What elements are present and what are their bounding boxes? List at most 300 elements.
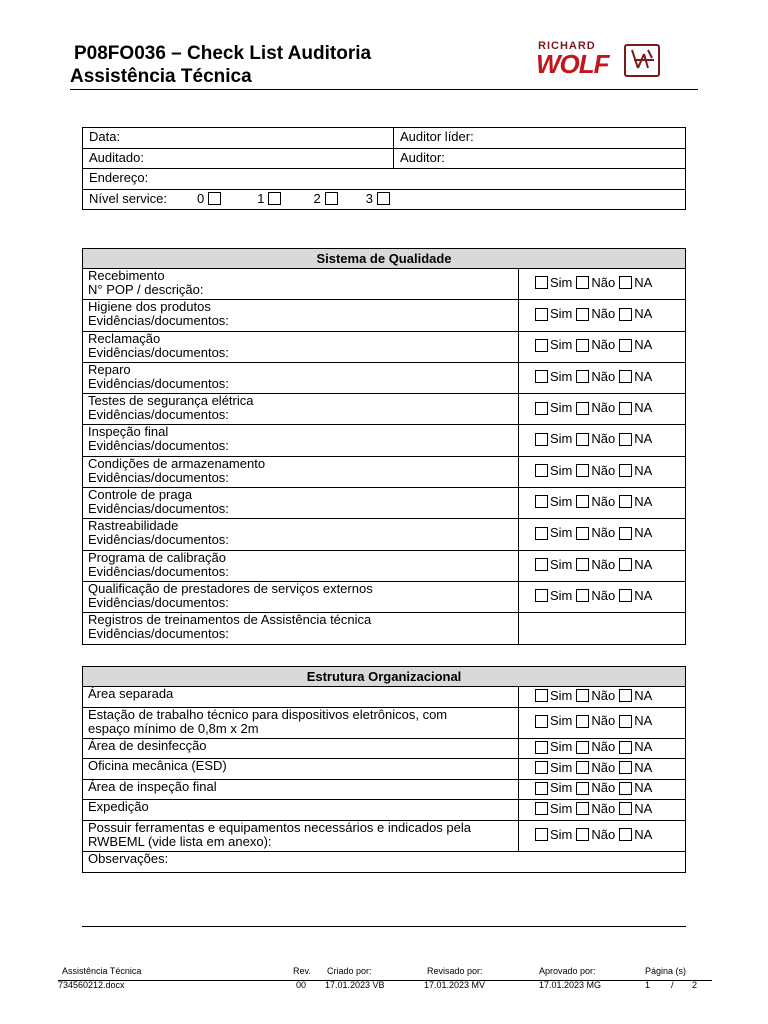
footer-aprovado-value: 17.01.2023 MG: [539, 980, 602, 990]
sistema-question-cell[interactable]: [83, 362, 519, 393]
answer-option-label: Não: [591, 306, 616, 322]
sistema-question-cell[interactable]: [83, 519, 519, 550]
answer-checkbox-sim[interactable]: [535, 828, 548, 841]
answer-option-label: Não: [591, 525, 616, 541]
estrutura-question-title: Expedição: [88, 799, 149, 815]
answer-option-label: NA: [634, 800, 653, 816]
answer-checkbox-nao[interactable]: [576, 527, 589, 540]
answer-checkbox-sim[interactable]: [535, 589, 548, 602]
answer-option-label: NA: [634, 368, 653, 384]
estrutura-question-cell[interactable]: [83, 779, 519, 800]
answer-checkbox-nao[interactable]: [576, 802, 589, 815]
answer-checkbox-nao[interactable]: [576, 689, 589, 702]
answer-option: [535, 307, 572, 321]
estrutura-question-title: Área separada: [88, 686, 174, 701]
sistema-question-title: Testes de segurança elétrica: [88, 393, 254, 409]
estrutura-question-title: Possuir ferramentas e equipamentos necessários e indicados pela: [88, 819, 471, 835]
sistema-question-detail: Evidências/documentos:: [88, 563, 229, 579]
answer-checkbox-na[interactable]: [619, 589, 632, 602]
estrutura-row: [83, 738, 686, 759]
answer-checkbox-nao[interactable]: [576, 495, 589, 508]
estrutura-answer-cell: [519, 800, 686, 821]
answer-checkbox-na[interactable]: [619, 433, 632, 446]
sistema-question-cell[interactable]: [83, 331, 519, 362]
answer-checkbox-na[interactable]: [619, 828, 632, 841]
sistema-row: [83, 269, 686, 300]
answer-checkbox-nao[interactable]: [576, 308, 589, 321]
answer-option-label: Não: [591, 337, 616, 353]
answer-checkbox-nao[interactable]: [576, 370, 589, 383]
answer-option: [619, 307, 652, 321]
footer-pagina-label: Página (s): [645, 966, 687, 976]
answer-option: [576, 828, 615, 842]
answer-option: [619, 781, 652, 795]
nivel-checkbox-2[interactable]: [325, 192, 338, 205]
answer-checkbox-nao[interactable]: [576, 761, 589, 774]
answer-option: [535, 761, 572, 775]
nivel-option-2: [313, 192, 341, 206]
answer-checkbox-nao[interactable]: [576, 715, 589, 728]
answer-option: [576, 761, 615, 775]
answer-option: [619, 338, 652, 352]
sistema-answer-cell: [519, 456, 686, 487]
sistema-row: [83, 519, 686, 550]
answer-checkbox-nao[interactable]: [576, 828, 589, 841]
answer-checkbox-sim[interactable]: [535, 339, 548, 352]
sistema-question-title: Rastreabilidade: [88, 518, 179, 534]
answer-checkbox-sim[interactable]: [535, 370, 548, 383]
footer-pagina-current: 1: [645, 980, 651, 990]
answer-checkbox-sim[interactable]: [535, 761, 548, 774]
answer-option-label: Sim: [550, 400, 573, 416]
sistema-question-cell[interactable]: [83, 550, 519, 581]
answer-checkbox-sim[interactable]: [535, 527, 548, 540]
footer-revisado-value: 17.01.2023 MV: [424, 980, 486, 990]
answer-option: [535, 740, 572, 754]
answer-checkbox-nao[interactable]: [576, 339, 589, 352]
nivel-option-3: [366, 192, 394, 206]
endereco-cell[interactable]: [83, 169, 686, 190]
answer-checkbox-nao[interactable]: [576, 433, 589, 446]
sistema-question-detail: Evidências/documentos:: [88, 501, 229, 517]
data-cell[interactable]: [83, 128, 394, 149]
sistema-question-detail: N° POP / descrição:: [88, 282, 204, 297]
auditor-cell[interactable]: [394, 148, 686, 169]
sistema-row: [83, 362, 686, 393]
answer-checkbox-na[interactable]: [619, 689, 632, 702]
estrutura-row: [83, 800, 686, 821]
estrutura-question-cell[interactable]: [83, 800, 519, 821]
observacoes-cell[interactable]: [83, 852, 686, 873]
answer-option-label: NA: [634, 462, 653, 478]
observacoes-label: Observações:: [88, 851, 169, 867]
sistema-answer-cell: [519, 394, 686, 425]
answer-option-label: NA: [634, 739, 653, 755]
sistema-question-cell[interactable]: [83, 425, 519, 456]
logo-big-text: WOLF: [536, 49, 609, 79]
nivel-service-label: Nível service:: [89, 190, 168, 206]
answer-option: [535, 370, 572, 384]
answer-checkbox-nao[interactable]: [576, 782, 589, 795]
estrutura-question-title: Oficina mecânica (ESD): [88, 758, 227, 774]
footer-rev-label: Rev.: [293, 966, 311, 976]
answer-option-label: Não: [591, 687, 616, 703]
answer-option-label: NA: [634, 687, 653, 703]
sistema-question-title: Higiene dos produtos: [88, 299, 211, 315]
sistema-question-cell[interactable]: [83, 456, 519, 487]
answer-option-label: Não: [591, 556, 616, 572]
answer-option: [576, 432, 615, 446]
sistema-question-cell[interactable]: [83, 488, 519, 519]
estrutura-question-detail: RWBEML (vide lista em anexo):: [88, 833, 272, 849]
answer-option-label: Sim: [550, 337, 573, 353]
footer-rev-value: 00: [296, 980, 307, 990]
answer-option: [576, 714, 615, 728]
footer-criado-label: Criado por:: [327, 966, 372, 976]
estrutura-question-detail: espaço mínimo de 0,8m x 2m: [88, 720, 259, 736]
sistema-question-title: Inspeção final: [88, 424, 169, 440]
answer-option-label: NA: [634, 493, 653, 509]
sistema-question-cell[interactable]: [83, 581, 519, 612]
answer-option: [535, 464, 572, 478]
answer-option: [619, 740, 652, 754]
auditado-cell[interactable]: [83, 148, 394, 169]
answer-checkbox-nao[interactable]: [576, 276, 589, 289]
sistema-answer-cell: [519, 581, 686, 612]
answer-option: [535, 781, 572, 795]
answer-checkbox-sim[interactable]: [535, 308, 548, 321]
answer-checkbox-sim[interactable]: [535, 276, 548, 289]
nivel-checkbox-0[interactable]: [208, 192, 221, 205]
answer-option: [619, 432, 652, 446]
sistema-answer-cell: [519, 519, 686, 550]
estrutura-question-cell[interactable]: [83, 759, 519, 780]
answer-option: [535, 526, 572, 540]
answer-option: [576, 370, 615, 384]
sistema-qualidade-table: [82, 248, 686, 645]
sistema-row: [83, 581, 686, 612]
answer-option-label: Não: [591, 274, 616, 290]
richard-wolf-logo: [536, 40, 664, 80]
sistema-question-title: Condições de armazenamento: [88, 455, 266, 471]
answer-option: [576, 401, 615, 415]
answer-option: [576, 802, 615, 816]
answer-option-label: NA: [634, 587, 653, 603]
answer-option-label: Sim: [550, 739, 573, 755]
answer-option-label: Sim: [550, 462, 573, 478]
estrutura-row: [83, 779, 686, 800]
answer-checkbox-sim[interactable]: [535, 802, 548, 815]
answer-checkbox-nao[interactable]: [576, 589, 589, 602]
answer-option-label: NA: [634, 780, 653, 796]
answer-option-label: NA: [634, 556, 653, 572]
nivel-checkbox-3[interactable]: [377, 192, 390, 205]
answer-checkbox-nao[interactable]: [576, 741, 589, 754]
answer-checkbox-sim[interactable]: [535, 689, 548, 702]
sistema-answer-cell: [519, 300, 686, 331]
answer-checkbox-nao[interactable]: [576, 402, 589, 415]
answer-option: [619, 802, 652, 816]
answer-option: [619, 689, 652, 703]
sistema-row: [83, 394, 686, 425]
footer-criado-value: 17.01.2023 VB: [325, 980, 385, 990]
answer-option-label: Sim: [550, 800, 573, 816]
nivel-option-label: 0: [197, 190, 205, 206]
nivel-service-cell: [83, 189, 686, 210]
sistema-answer-cell: [519, 613, 686, 644]
estrutura-answer-cell: [519, 759, 686, 780]
nivel-option-0: [197, 192, 225, 206]
estrutura-question-title: Área de desinfecção: [88, 737, 207, 753]
answer-checkbox-sim[interactable]: [535, 495, 548, 508]
estrutura-answer-cell: [519, 707, 686, 738]
answer-option-label: Sim: [550, 274, 573, 290]
answer-checkbox-nao[interactable]: [576, 464, 589, 477]
answer-option: [576, 338, 615, 352]
answer-checkbox-na[interactable]: [619, 741, 632, 754]
sistema-question-title: Recebimento: [88, 268, 165, 283]
answer-option: [535, 432, 572, 446]
auditor-label: Auditor:: [400, 149, 445, 165]
auditor-lider-cell[interactable]: [394, 128, 686, 149]
data-label: Data:: [89, 129, 121, 144]
answer-option: [619, 828, 652, 842]
logo-emblem-icon: [624, 44, 660, 77]
answer-option: [535, 689, 572, 703]
footer-dept-label: Assistência Técnica: [62, 966, 142, 976]
answer-option: [535, 401, 572, 415]
sistema-answer-cell: [519, 488, 686, 519]
answer-checkbox-na[interactable]: [619, 558, 632, 571]
estrutura-organizacional-heading: Estrutura Organizacional: [83, 667, 686, 687]
answer-checkbox-sim[interactable]: [535, 558, 548, 571]
estrutura-question-cell[interactable]: [83, 707, 519, 738]
sistema-question-detail: Evidências/documentos:: [88, 313, 229, 329]
estrutura-row: [83, 687, 686, 708]
answer-checkbox-na[interactable]: [619, 761, 632, 774]
answer-option-label: Não: [591, 431, 616, 447]
answer-option: [619, 589, 652, 603]
nivel-option-label: 3: [365, 190, 373, 206]
answer-option: [576, 689, 615, 703]
answer-checkbox-na[interactable]: [619, 527, 632, 540]
answer-option: [535, 589, 572, 603]
answer-checkbox-sim[interactable]: [535, 741, 548, 754]
answer-checkbox-na[interactable]: [619, 370, 632, 383]
answer-option-label: NA: [634, 400, 653, 416]
sistema-question-title: Qualificação de prestadores de serviços externos: [88, 580, 373, 596]
answer-option-label: Não: [591, 587, 616, 603]
nivel-option-1: [257, 192, 285, 206]
estrutura-answer-cell: [519, 779, 686, 800]
footer-revisado-label: Revisado por:: [427, 966, 483, 976]
estrutura-question-cell[interactable]: [83, 687, 519, 708]
sistema-answer-cell: [519, 269, 686, 300]
answer-option-label: Não: [591, 739, 616, 755]
estrutura-question-title: Área de inspeção final: [88, 778, 217, 794]
auditado-label: Auditado:: [89, 149, 144, 165]
sistema-question-detail: Evidências/documentos:: [88, 469, 229, 485]
answer-option-label: NA: [634, 826, 653, 842]
answer-option-label: Sim: [550, 556, 573, 572]
answer-option-label: NA: [634, 274, 653, 290]
answer-checkbox-sim[interactable]: [535, 782, 548, 795]
sistema-question-title: Registros de treinamentos de Assistência técnica: [88, 612, 372, 628]
sistema-row: [83, 425, 686, 456]
answer-option-label: Sim: [550, 587, 573, 603]
answer-option: [619, 558, 652, 572]
footer-file-name: 734560212.docx: [58, 980, 125, 990]
answer-option-label: Sim: [550, 306, 573, 322]
sistema-question-detail: Evidências/documentos:: [88, 344, 229, 360]
answer-option-label: NA: [634, 431, 653, 447]
sistema-answer-cell: [519, 425, 686, 456]
estrutura-row: [83, 759, 686, 780]
sistema-row: [83, 300, 686, 331]
answer-checkbox-na[interactable]: [619, 308, 632, 321]
sistema-question-detail: Evidências/documentos:: [88, 594, 229, 610]
answer-checkbox-nao[interactable]: [576, 558, 589, 571]
answer-checkbox-sim[interactable]: [535, 464, 548, 477]
answer-checkbox-sim[interactable]: [535, 402, 548, 415]
answer-option-label: Sim: [550, 687, 573, 703]
answer-option: [619, 526, 652, 540]
sistema-answer-cell: [519, 331, 686, 362]
sistema-row: [83, 456, 686, 487]
nivel-option-label: 2: [313, 190, 321, 206]
answer-option-label: Não: [591, 462, 616, 478]
endereco-label: Endereço:: [89, 170, 149, 185]
answer-checkbox-na[interactable]: [619, 339, 632, 352]
answer-option-label: Não: [591, 826, 616, 842]
sistema-question-title: Reclamação: [88, 330, 161, 346]
answer-option: [576, 495, 615, 509]
sistema-question-title: Reparo: [88, 361, 131, 377]
info-table: [82, 127, 686, 210]
auditor-lider-label: Auditor líder:: [400, 129, 474, 144]
sistema-qualidade-heading: Sistema de Qualidade: [83, 249, 686, 269]
footer-pagina-separator: /: [671, 980, 674, 990]
answer-option: [535, 714, 572, 728]
answer-option-label: Não: [591, 780, 616, 796]
answer-option-label: NA: [634, 713, 653, 729]
sistema-question-detail: Evidências/documentos:: [88, 438, 229, 454]
sistema-question-cell[interactable]: [83, 300, 519, 331]
answer-option-label: Não: [591, 368, 616, 384]
logo-small-text: RICHARD: [538, 40, 596, 52]
footer-aprovado-label: Aprovado por:: [539, 966, 596, 976]
answer-option: [576, 558, 615, 572]
answer-option-label: Sim: [550, 759, 573, 775]
header-divider: [70, 89, 698, 90]
answer-option-label: Sim: [550, 826, 573, 842]
answer-option-label: NA: [634, 759, 653, 775]
estrutura-question-title: Estação de trabalho técnico para dispositivos eletrônicos, com: [88, 706, 448, 722]
answer-checkbox-sim[interactable]: [535, 715, 548, 728]
nivel-checkbox-1[interactable]: [268, 192, 281, 205]
answer-option-label: Sim: [550, 780, 573, 796]
estrutura-answer-cell: [519, 687, 686, 708]
nivel-option-label: 1: [257, 190, 265, 206]
answer-checkbox-na[interactable]: [619, 715, 632, 728]
sistema-question-cell[interactable]: [83, 613, 519, 644]
answer-option: [619, 401, 652, 415]
answer-checkbox-na[interactable]: [619, 464, 632, 477]
answer-option: [576, 526, 615, 540]
answer-option-label: Não: [591, 713, 616, 729]
answer-option: [576, 589, 615, 603]
answer-option: [619, 276, 652, 290]
answer-option: [576, 464, 615, 478]
estrutura-organizacional-table: [82, 666, 686, 873]
answer-option: [576, 307, 615, 321]
answer-option-label: NA: [634, 525, 653, 541]
sistema-answer-cell: [519, 362, 686, 393]
answer-option: [619, 464, 652, 478]
answer-option: [619, 714, 652, 728]
answer-checkbox-na[interactable]: [619, 276, 632, 289]
answer-checkbox-sim[interactable]: [535, 433, 548, 446]
sistema-question-cell[interactable]: [83, 269, 519, 300]
estrutura-row: [83, 820, 686, 851]
answer-option: [535, 276, 572, 290]
sistema-row: [83, 613, 686, 644]
answer-option-label: NA: [634, 306, 653, 322]
answer-option: [576, 781, 615, 795]
estrutura-answer-cell: [519, 820, 686, 851]
estrutura-question-cell[interactable]: [83, 738, 519, 759]
answer-option: [576, 276, 615, 290]
answer-option-label: Sim: [550, 525, 573, 541]
answer-option-label: Não: [591, 800, 616, 816]
footer-pagina-total: 2: [692, 980, 698, 990]
answer-option-label: Não: [591, 493, 616, 509]
footer-divider: [58, 980, 712, 981]
signature-line: [82, 926, 686, 927]
sistema-question-detail: Evidências/documentos:: [88, 626, 229, 642]
answer-option: [535, 802, 572, 816]
estrutura-question-cell[interactable]: [83, 820, 519, 851]
answer-option-label: Não: [591, 759, 616, 775]
answer-option-label: Sim: [550, 368, 573, 384]
sistema-question-cell[interactable]: [83, 394, 519, 425]
answer-option-label: NA: [634, 337, 653, 353]
answer-option: [619, 495, 652, 509]
sistema-answer-cell: [519, 550, 686, 581]
answer-checkbox-na[interactable]: [619, 782, 632, 795]
sistema-question-detail: Evidências/documentos:: [88, 375, 229, 391]
answer-option: [535, 338, 572, 352]
estrutura-answer-cell: [519, 738, 686, 759]
answer-checkbox-na[interactable]: [619, 402, 632, 415]
answer-option: [619, 370, 652, 384]
sistema-row: [83, 331, 686, 362]
estrutura-row: [83, 707, 686, 738]
observacoes-row: [83, 852, 686, 873]
answer-option: [535, 495, 572, 509]
answer-option-label: Sim: [550, 431, 573, 447]
answer-option-label: Sim: [550, 493, 573, 509]
answer-option: [535, 558, 572, 572]
answer-option: [535, 828, 572, 842]
answer-option: [576, 740, 615, 754]
document-subtitle: Assistência Técnica: [70, 66, 252, 87]
answer-checkbox-na[interactable]: [619, 802, 632, 815]
sistema-question-detail: Evidências/documentos:: [88, 532, 229, 548]
sistema-question-title: Controle de praga: [88, 487, 193, 503]
answer-checkbox-na[interactable]: [619, 495, 632, 508]
answer-option-label: Não: [591, 400, 616, 416]
